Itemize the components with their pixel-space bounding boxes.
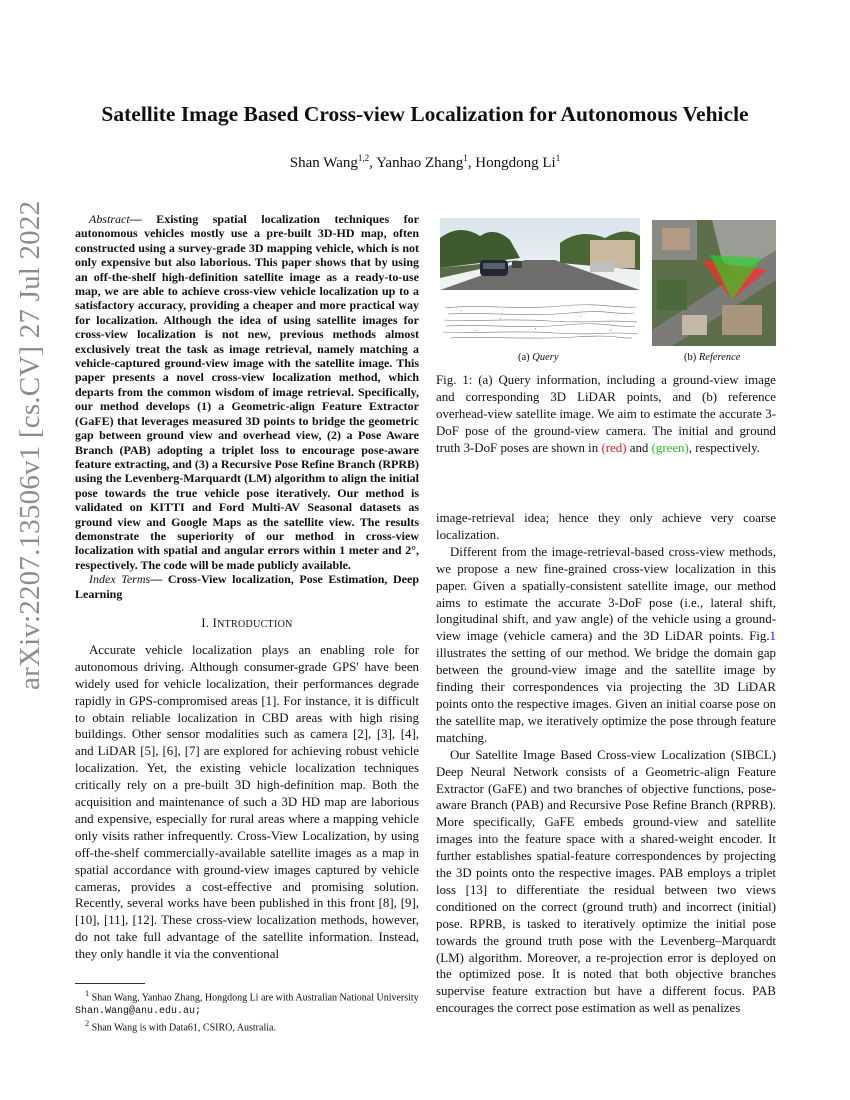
author-list: Shan Wang$^{1,2}$, Yanhao Zhang$^1$, Hongdong Li$^1$ — [289, 153, 561, 171]
author-email[interactable]: Shan.Wang@anu.edu.au; — [75, 1005, 202, 1017]
abstract: Abstract— Existing spatial localization techniques for autonomous vehicles mostly use a pre-built 3D-HD map, often constructed using a survey-grade 3D mapping vehicle, which is not only expensive but also laborious. This paper shows that by using an off-the-shelf high-definition satellite image as a ready-to-use map, we are able to achieve cross-view vehicle localization up to a satisfactory accuracy, providing a cheaper and more practical way for localization. Although the idea of using satellite images for cross-view localization is not new, previous methods almost exclusively treat the task as image retrieval, namely matching a vehicle-captured ground-view image with the satellite image. This paper presents a novel cross-view localization method, which departs from the common wisdom of image retrieval. Specifically, our method develops (1) a Geometric-align Feature Extractor (GaFE) that leverages measured 3D points to bridge the geometric gap between ground view and overhead view, (2) a Pose Aware Branch (PAB) adopting a triplet loss to encourage pose-aware feature extracting, and (3) a Recursive Pose Refine Branch (RPRB) using the Levenberg-Marquardt (LM) algorithm to align the initial pose towards the true vehicle pose iteratively. Our method is validated on KITTI and Ford Multi-AV Seasonal datasets as ground view and Google Maps as the satellite view. The results demonstrate the superiority of our method in cross-view localization with spatial and angular errors within 1 meter and 2°, respectively. The code will be made publicly available. — [75, 212, 419, 572]
section-heading: I. INTRODUCTION — [201, 615, 293, 630]
author-affiliation: 1 — [555, 153, 561, 163]
body-paragraph: Different from the image-retrieval-based cross-view methods, we propose a new fine-grained cross-view localization in this paper. Given a spatially-consistent satellite image, our method aims to estimate the accurate 3-DoF pose (i.e., lateral shift, longitudinal shift, and yaw angle) of the vehicle using a ground-view image (vehicle camera) and the 3D LiDAR points. Fig.1 illustrates the setting of our method. We bridge the domain gap between the ground-view image and the satellite image by finding their correspondences via projecting the 3D LiDAR points onto the respective images. Given an initial coarse pose on the satellite map, we iteratively optimize the pose through feature matching. — [436, 544, 776, 745]
footnote-1: $^1$ Shan Wang, Yanhao Zhang, Hongdong Li are with Australian National University Shan.Wang@anu.edu.au; — [75, 989, 419, 1017]
index-terms: Index Terms— Cross-View localization, Pose Estimation, Deep Learning — [75, 572, 419, 601]
author-name: Yanhao Zhang — [376, 155, 464, 171]
body-paragraph: image-retrieval idea; hence they only achieve very coarse localization. — [436, 511, 776, 542]
left-column — [75, 212, 419, 963]
ground-view-image — [440, 218, 640, 290]
author-affiliation: 1 — [463, 153, 468, 163]
satellite-image — [652, 220, 776, 346]
author-name: Hongdong Li — [475, 155, 556, 171]
author-affiliation: 1,2 — [357, 153, 370, 163]
footnote-rule — [75, 983, 145, 984]
index-terms-text: Cross-View localization, Pose Estimation, Deep Learning — [75, 572, 419, 601]
footnote-2: $^2$ Shan Wang is with Data61, CSIRO, Australia. — [85, 1019, 276, 1034]
arxiv-id: arXiv:2207.13506v1 [cs.CV] 27 Jul 2022 — [14, 200, 46, 690]
intro-paragraph: Accurate vehicle localization plays an enabling role for autonomous driving. Although consumer-grade GPS' have been widely used for vehicle localization, their performances degrade rapidly in GPS-compromised areas [1]. For instance, it is difficult to obtain reliable localization in CBD areas with high rising buildings. Other sensor modalities such as camera [2], [3], [4], and LiDAR [5], [6], [7] are explored for achieving robust vehicle localization. Yet, the existing vehicle localization techniques critically rely on a pre-built 3D high-definition map. Both the acquisition and maintenance of such a 3D HD map are laborious and expensive, especially for rural areas where a mapping vehicle only visits rather infrequently. Cross-View Localization, by using off-the-shelf commercially-available satellite images as a map in spatial accordance with ground-view images captured by vehicle cameras, provides a cost-effective and promising solution. Recently, several works have been published in this front [8], [9], [10], [11], [12]. These cross-view localization methods, however, do not take full advantage of the satellite information. Instead, they only handle it via the conventional — [75, 642, 419, 962]
paper-title: Satellite Image Based Cross-view Localization for Autonomous Vehicle — [101, 102, 749, 126]
body-paragraph: Our Satellite Image Based Cross-view Localization (SIBCL) Deep Neural Network consists of a Geometric-align Feature Extractor (GaFE) and two branches of objective functions, pose-aware Branch (PAB) and Recursive Pose Refine Branch (RPRB). More specifically, GaFE embeds ground-view and satellite images into the feature space with a shared-weight encoder. It further establishes spatial-feature correspondences by projecting the 3D points onto the respective images. PAB employs a triplet loss [13] to differentiate the residual between two views conditioned on the correct (ground truth) and incorrect (initial) pose. RPRB, is tasked to iteratively optimize the initial pose towards the ground truth pose with the Levenberg–Marquardt (LM) algorithm. Moreover, a re-projection error is deployed on the optimized pose. It is noted that both objective branches supervise feature extraction but have a different focus. PAB encourages the correct pose estimation as well as penalizes — [436, 747, 776, 1016]
subfigure-b-caption: (b) Reference — [684, 352, 741, 363]
arxiv-stamp — [6, 200, 56, 800]
abstract-label: Abstract — [89, 212, 130, 226]
right-column — [436, 510, 776, 1017]
abstract-text: Existing spatial localization techniques for autonomous vehicles mostly use a pre-built 3D-HD map, often constructed using a survey-grade 3D mapping vehicle, which is not only expensive but also laborious. This paper shows that by using an off-the-shelf high-definition satellite image as a ready-to-use map, we are able to achieve cross-view vehicle localization up to a satisfactory accuracy, providing a cheaper and more practical way for localization. Although the idea of using satellite images for cross-view localization is not new, previous methods almost exclusively treat the task as image retrieval, namely matching a vehicle-captured ground-view image with the satellite image. This paper presents a novel cross-view localization method, which departs from the common wisdom of image retrieval. Specifically, our method develops (1) a Geometric-align Feature Extractor (GaFE) that leverages measured 3D points to bridge the geometric gap between ground view and overhead view, (2) a Pose Aware Branch (PAB) adopting a triplet loss to encourage pose-aware feature extracting, and (3) a Recursive Pose Refine Branch (RPRB) using the Levenberg-Marquardt (LM) algorithm to align the initial pose towards the true vehicle pose iteratively. Our method is validated on KITTI and Ford Multi-AV Seasonal datasets as ground view and Google Maps as the satellite view. The results demonstrate the superiority of our method in cross-view localization with spatial and angular errors within 1 meter and 2°, respectively. The code will be made publicly available. — [75, 212, 419, 572]
index-terms-label: Index Terms — [89, 572, 151, 587]
lidar-points-image — [440, 300, 640, 345]
figure-link[interactable]: 1 — [769, 629, 776, 644]
figure-caption: Fig. 1: (a) Query information, including a ground-view image and corresponding 3D LiDAR points, and (b) reference overhead-view satellite image. We aim to estimate the accurate 3-DoF pose of the ground-view camera. The initial and ground truth 3-DoF poses are shown in (red) and (green), respectively. — [436, 373, 776, 455]
author-name: Shan Wang — [289, 155, 358, 171]
footnotes — [75, 988, 420, 1035]
subfigure-a-caption: (a) Query — [518, 352, 559, 363]
